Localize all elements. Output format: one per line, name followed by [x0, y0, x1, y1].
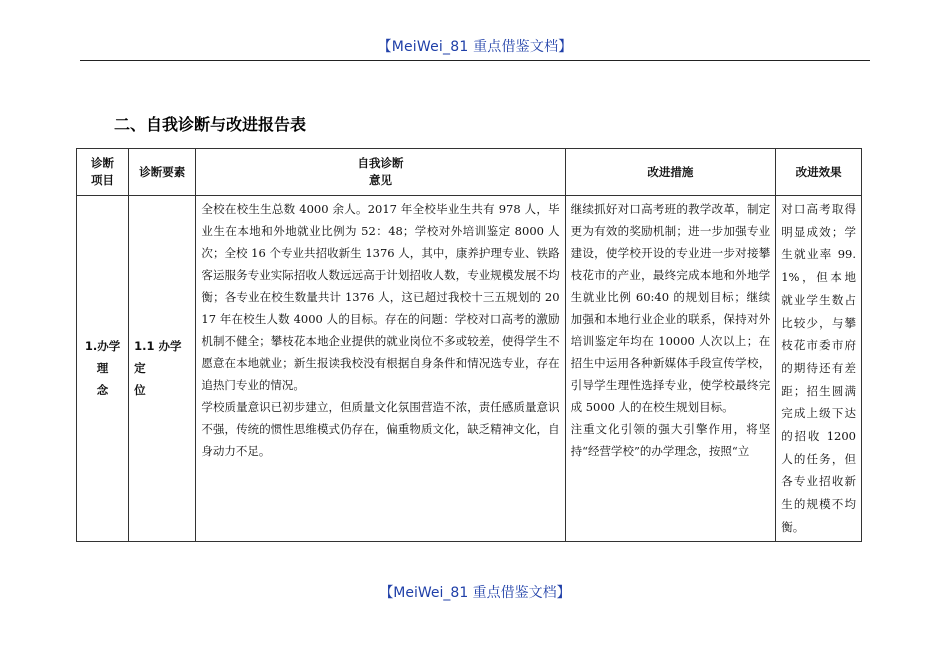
table-row: [77, 196, 862, 542]
cell-improvement-effect: [776, 196, 862, 542]
header-divider: [80, 60, 870, 61]
cell-diagnosis-item: [77, 196, 129, 542]
diagnosis-paragraph-2: 学校质量意识已初步建立，但质量文化氛围营造不浓，责任感质量意识不强，传统的惯性思维模式仍存在，偏重物质文化，缺乏精神文化，自身动力不足。: [201, 400, 560, 458]
cell-diagnosis-factor: [129, 196, 196, 542]
header-diagnosis-factor: 诊断要素: [129, 149, 196, 196]
header-banner: 【MeiWei_81 重点借鉴文档】: [377, 39, 573, 55]
item-line1: 1.办学理: [84, 339, 121, 376]
footer-banner: 【MeiWei_81 重点借鉴文档】: [379, 585, 571, 601]
header-improvement-measures: 改进措施: [565, 149, 776, 196]
effect-paragraph-1: 对口高考取得明显成效；学生就业率 99.1%，但本地就业学生数占比较少，与攀枝花市委市府的期待还有差距；招生圆满完成上级下达的招收 1200 人的任务，但各专业招收新生的规模不均衡。: [781, 202, 856, 534]
table-header-row: [77, 149, 862, 196]
item-line2: 念: [96, 383, 109, 398]
header-item-line2: 项目: [91, 173, 115, 187]
section-title: 二、自我诊断与改进报告表: [114, 115, 307, 134]
cell-improvement-measures: [565, 196, 776, 542]
factor-line1: 1.1 办学定: [134, 339, 182, 376]
header-self-diagnosis: [196, 149, 565, 196]
cell-self-diagnosis: [196, 196, 565, 542]
header-item-line1: 诊断: [91, 156, 115, 170]
factor-line2: 位: [134, 383, 146, 398]
header-diagnosis-line1: 自我诊断: [357, 156, 404, 170]
header-diagnosis-line2: 意见: [369, 173, 392, 187]
diagnosis-report-table: [76, 148, 862, 542]
measures-paragraph-2: 注重文化引领的强大引擎作用，将坚持“经营学校”的办学理念，按照“立: [570, 422, 771, 458]
header-improvement-effect: 改进效果: [776, 149, 862, 196]
measures-paragraph-1: 继续抓好对口高考班的教学改革，制定更为有效的奖励机制；进一步加强专业建设，使学校开设的专业进一步对接攀枝花市的产业，最终完成本地和外地学生就业比例 60:40 的规划目标；继续加强和本地行业企业的联系，保持对外培训鉴定年均在 10000 人次以上；在招生中运用各种新媒体手段宣传学校，引导学生理性选择专业，使学校最终完成 5000 人的在校生规划目标。: [570, 202, 771, 414]
diagnosis-paragraph-1: 全校在校生生总数 4000 余人。2017 年全校毕业生共有 978 人，毕业生在本地和外地就业比例为 52：48；学校对外培训鉴定 8000 人次；全校 16 个专业共招收新生 1376 人，其中，康养护理专业、铁路客运服务专业实际招收人数远远高于计划招收人数，专业规模发展不均衡；各专业在校生数量共计 1376 人，这已超过我校十三五规划的 2017 年在校生人数 4000 人的目标。存在的问题：学校对口高考的激励机制不健全；攀枝花本地企业提供的就业岗位不多或较差，使得学生不愿意在本地就业；新生报读我校没有根据自身条件和情况选专业，存在追热门专业的情况。: [201, 202, 560, 392]
header-diagnosis-item: [77, 149, 129, 196]
